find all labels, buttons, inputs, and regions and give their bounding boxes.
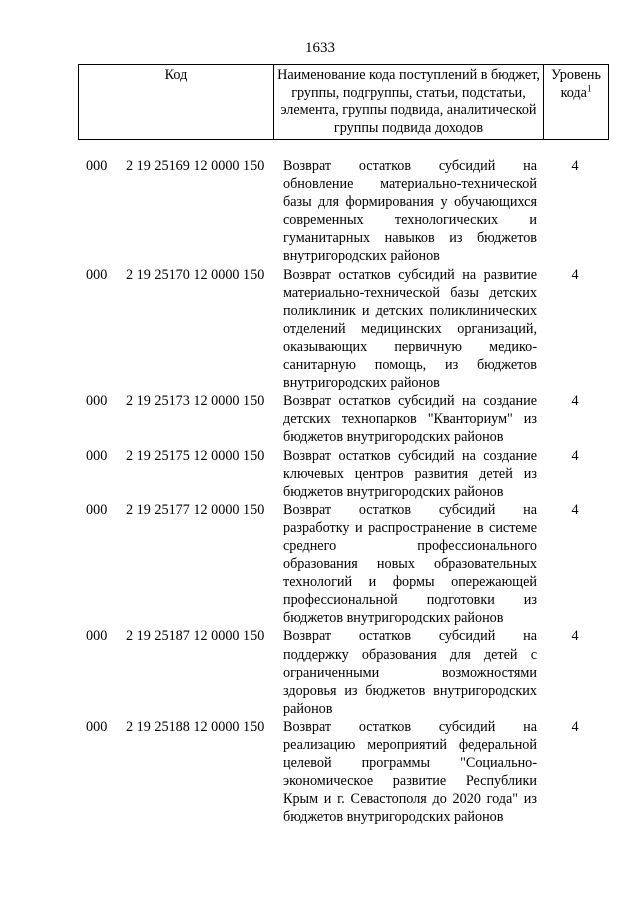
name-line: бюджетов внутригородских районов bbox=[283, 610, 504, 627]
name-line: Возврат остатков субсидий на создание bbox=[283, 393, 537, 410]
name-line: Возврат остатков субсидий на развитие bbox=[283, 266, 537, 283]
income-name bbox=[283, 266, 537, 393]
name-line: среднего профессионального bbox=[283, 537, 537, 554]
admin-code: 000 bbox=[86, 158, 108, 174]
income-code: 2 19 25175 12 0000 150 bbox=[126, 447, 265, 464]
admin-code: 000 bbox=[86, 266, 108, 283]
name-line: бюджетов внутригородских районов bbox=[283, 483, 504, 500]
footnote-mark: 1 bbox=[586, 82, 592, 93]
name-line: реализацию мероприятий федеральной bbox=[283, 737, 537, 753]
code-level: 4 bbox=[571, 266, 579, 283]
code-level: 4 bbox=[571, 501, 579, 518]
table-row bbox=[0, 718, 640, 827]
name-line: экономическое развитие Республики bbox=[283, 773, 537, 790]
code-level: 4 bbox=[571, 393, 579, 410]
table-row bbox=[0, 157, 640, 266]
header-name: Наименование кода поступлений в бюджет, группы, подгруппы, статьи, подстатьи, элемента, группы подвида, аналитической группы подвида доходов bbox=[274, 65, 544, 139]
header-level bbox=[544, 65, 608, 139]
name-line: Возврат остатков субсидий на bbox=[283, 501, 537, 518]
admin-code: 000 bbox=[86, 393, 108, 410]
name-line: здоровья из бюджетов внутригородских bbox=[283, 682, 537, 699]
name-line: ключевых центров развития детей из bbox=[283, 465, 537, 482]
name-line: профессиональной подготовки из bbox=[283, 592, 537, 609]
header-code: Код bbox=[79, 65, 274, 139]
name-line: поликлиник и детских поликлинических bbox=[283, 302, 537, 319]
table-row bbox=[0, 501, 640, 628]
admin-code: 000 bbox=[86, 501, 108, 518]
name-line: разработку и распространение в системе bbox=[283, 519, 537, 536]
table-body bbox=[0, 157, 640, 826]
name-line: санитарную помощь, из бюджетов bbox=[283, 357, 537, 374]
code-level: 4 bbox=[571, 447, 579, 464]
name-line: обновление материально-технической bbox=[283, 176, 537, 193]
name-line: оказывающих первичную медико- bbox=[283, 338, 537, 355]
name-line: Возврат остатков субсидий на bbox=[283, 158, 537, 174]
code-level: 4 bbox=[571, 628, 579, 645]
header-level-label: Уровень кода bbox=[551, 67, 601, 101]
name-line: технологий и формы опережающей bbox=[283, 574, 537, 591]
name-line: Возврат остатков субсидий на bbox=[283, 718, 537, 735]
income-code: 2 19 25188 12 0000 150 bbox=[126, 718, 265, 735]
name-line: бюджетов внутригородских районов bbox=[283, 809, 504, 826]
name-line: базы для формирования у обучающихся bbox=[283, 194, 537, 211]
name-line: отделений медицинских организаций, bbox=[283, 320, 537, 337]
name-line: ограниченными возможностями bbox=[283, 664, 537, 681]
name-line: материально-технической базы детских bbox=[283, 284, 537, 301]
table-row bbox=[0, 266, 640, 393]
name-line: бюджетов внутригородских районов bbox=[283, 429, 504, 446]
income-code: 2 19 25177 12 0000 150 bbox=[126, 501, 265, 518]
table-header bbox=[78, 64, 609, 140]
code-level: 4 bbox=[571, 158, 579, 174]
table-row bbox=[0, 392, 640, 446]
name-line: поддержку образования для детей с bbox=[283, 646, 537, 663]
name-line: детских технопарков "Кванториум" из bbox=[283, 411, 537, 428]
income-name bbox=[283, 447, 537, 501]
table-row bbox=[0, 627, 640, 717]
name-line: целевой программы "Социально- bbox=[283, 755, 537, 772]
table-row bbox=[0, 447, 640, 501]
admin-code: 000 bbox=[86, 718, 108, 735]
name-line: внутригородских районов bbox=[283, 248, 440, 265]
income-name bbox=[283, 627, 537, 717]
income-code: 2 19 25173 12 0000 150 bbox=[126, 393, 265, 410]
income-name bbox=[283, 392, 537, 446]
name-line: образования новых образовательных bbox=[283, 556, 537, 573]
admin-code: 000 bbox=[86, 447, 108, 464]
page-number: 1633 bbox=[305, 40, 335, 56]
name-line: Крым и г. Севастополя до 2020 года" из bbox=[283, 791, 537, 808]
name-line: Возврат остатков субсидий на создание bbox=[283, 447, 537, 464]
income-name bbox=[283, 501, 537, 628]
code-level: 4 bbox=[571, 718, 579, 735]
name-line: внутригородских районов bbox=[283, 375, 440, 392]
income-code: 2 19 25187 12 0000 150 bbox=[126, 628, 265, 645]
name-line: районов bbox=[283, 700, 333, 717]
name-line: гуманитарных навыков из бюджетов bbox=[283, 230, 537, 247]
admin-code: 000 bbox=[86, 628, 108, 645]
name-line: современных технологических и bbox=[283, 212, 537, 229]
income-code: 2 19 25170 12 0000 150 bbox=[126, 266, 265, 283]
income-name bbox=[283, 157, 537, 266]
income-name bbox=[283, 718, 537, 827]
name-line: Возврат остатков субсидий на bbox=[283, 628, 537, 645]
income-code: 2 19 25169 12 0000 150 bbox=[126, 158, 265, 174]
